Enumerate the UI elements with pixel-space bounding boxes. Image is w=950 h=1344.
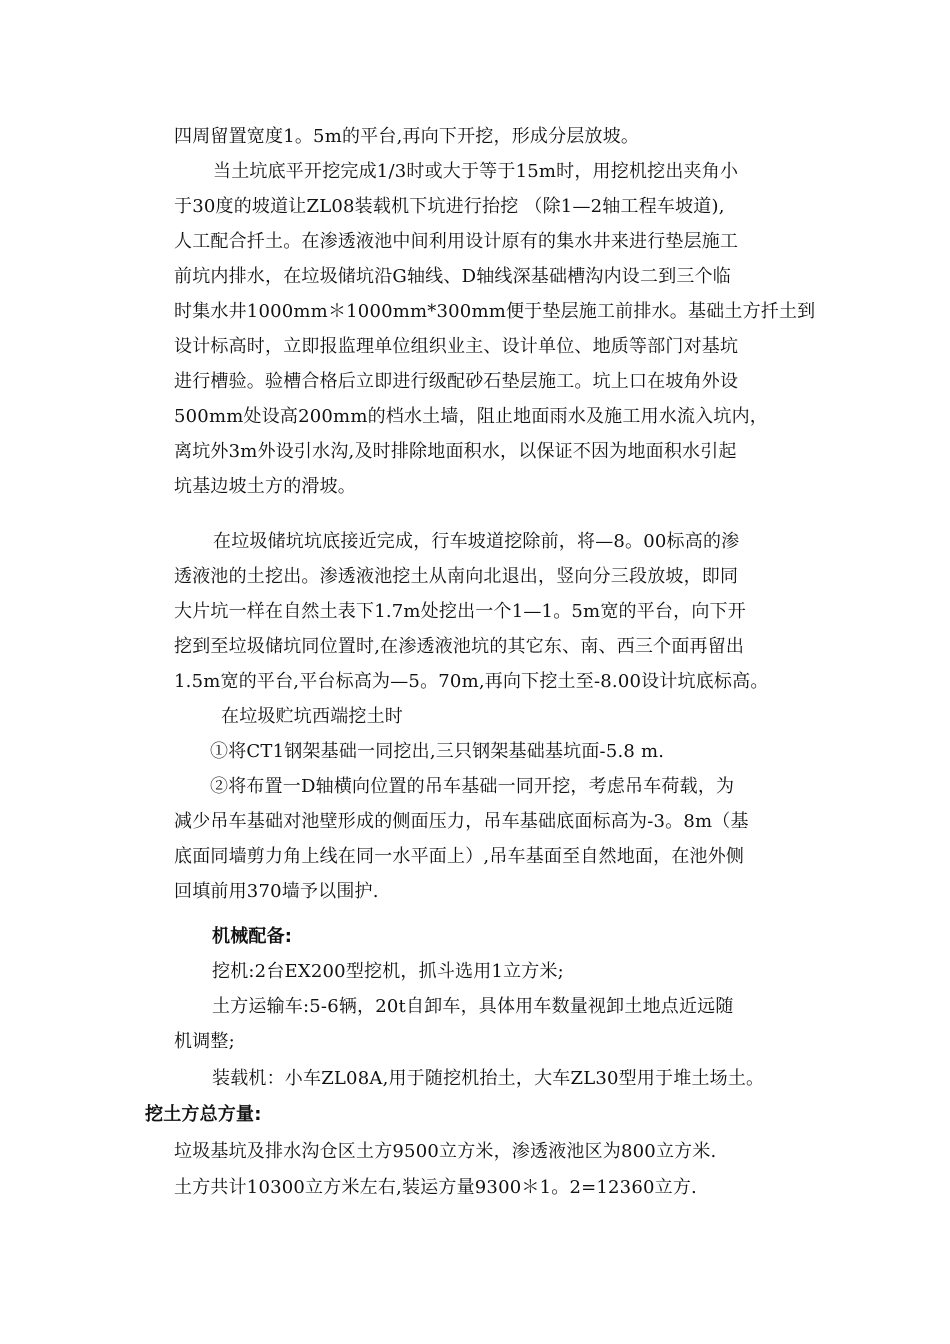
text-line: 挖机:2台EX200型挖机，抓斗选用1立方米;: [212, 961, 564, 982]
text-line: 坑基边坡土方的滑坡。: [174, 476, 356, 497]
text-line: 离坑外3m外设引水沟,及时排除地面积水，以保证不因为地面积水引起: [174, 441, 737, 462]
text-line: 垃圾基坑及排水沟仓区土方9500立方米，渗透液池区为800立方米.: [174, 1141, 717, 1162]
text-line: 挖到至垃圾储坑同位置时,在渗透液池坑的其它东、南、西三个面再留出: [174, 636, 745, 657]
text-line: 进行槽验。验槽合格后立即进行级配砂石垫层施工。坑上口在坡角外设: [174, 371, 739, 392]
text-line: 人工配合扦土。在渗透液池中间利用设计原有的集水井来进行垫层施工: [174, 231, 739, 252]
text-line: 透液池的土挖出。渗透液池挖土从南向北退出，竖向分三段放坡，即同: [174, 566, 739, 587]
text-line: 时集水井1000mm＊1000mm*300mm便于垫层施工前排水。基础土方扦土到: [174, 301, 816, 322]
text-line: ②将布置一D轴横向位置的吊车基础一同开挖，考虑吊车荷载，为: [210, 776, 735, 797]
text-line: 底面同墙剪力角上线在同一水平面上）,吊车基面至自然地面，在池外侧: [174, 846, 745, 867]
text-line: 大片坑一样在自然土表下1.7m处挖出一个1—1。5m宽的平台，向下开: [174, 601, 746, 622]
text-line: ①将CT1钢架基础一同挖出,三只钢架基础基坑面-5.8 m.: [210, 741, 665, 762]
text-line: 在垃圾储坑坑底接近完成，行车坡道挖除前，将—8。00标高的渗: [213, 531, 740, 552]
text-line: 1.5m宽的平台,平台标高为—5。70m,再向下挖土至-8.00设计坑底标高。: [174, 671, 769, 692]
section-heading: 机械配备:: [212, 926, 293, 947]
text-line: 土方共计10300立方米左右,装运方量9300＊1。2=12360立方.: [174, 1177, 697, 1198]
text-line: 前坑内排水，在垃圾储坑沿G轴线、D轴线深基础槽沟内设二到三个临: [174, 266, 732, 287]
text-line: 四周留置宽度1。5m的平台,再向下开挖，形成分层放坡。: [174, 126, 640, 147]
text-line: 减少吊车基础对池壁形成的侧面压力，吊车基础底面标高为-3。8m（基: [174, 811, 749, 832]
text-line: 装载机：小车ZL08A,用于随挖机抬土，大车ZL30型用于堆土场土。: [212, 1068, 765, 1089]
text-line: 当土坑底平开挖完成1/3时或大于等于15m时，用挖机挖出夹角小: [213, 161, 739, 182]
text-line: 于30度的坡道让ZL08装载机下坑进行抬挖 （除1—2轴工程车坡道),: [174, 196, 725, 217]
text-line: 土方运输车:5-6辆，20t自卸车，具体用车数量视卸土地点近远随: [212, 996, 734, 1017]
section-heading: 挖土方总方量:: [145, 1104, 262, 1125]
text-line: 回填前用370墙予以围护.: [174, 881, 379, 902]
text-line: 在垃圾贮坑西端挖土时: [221, 706, 403, 727]
text-line: 设计标高时，立即报监理单位组织业主、设计单位、地质等部门对基坑: [174, 336, 739, 357]
text-line: 500mm处设高200mm的档水土墙，阻止地面雨水及施工用水流入坑内，: [174, 406, 768, 427]
text-line: 机调整;: [174, 1031, 235, 1052]
